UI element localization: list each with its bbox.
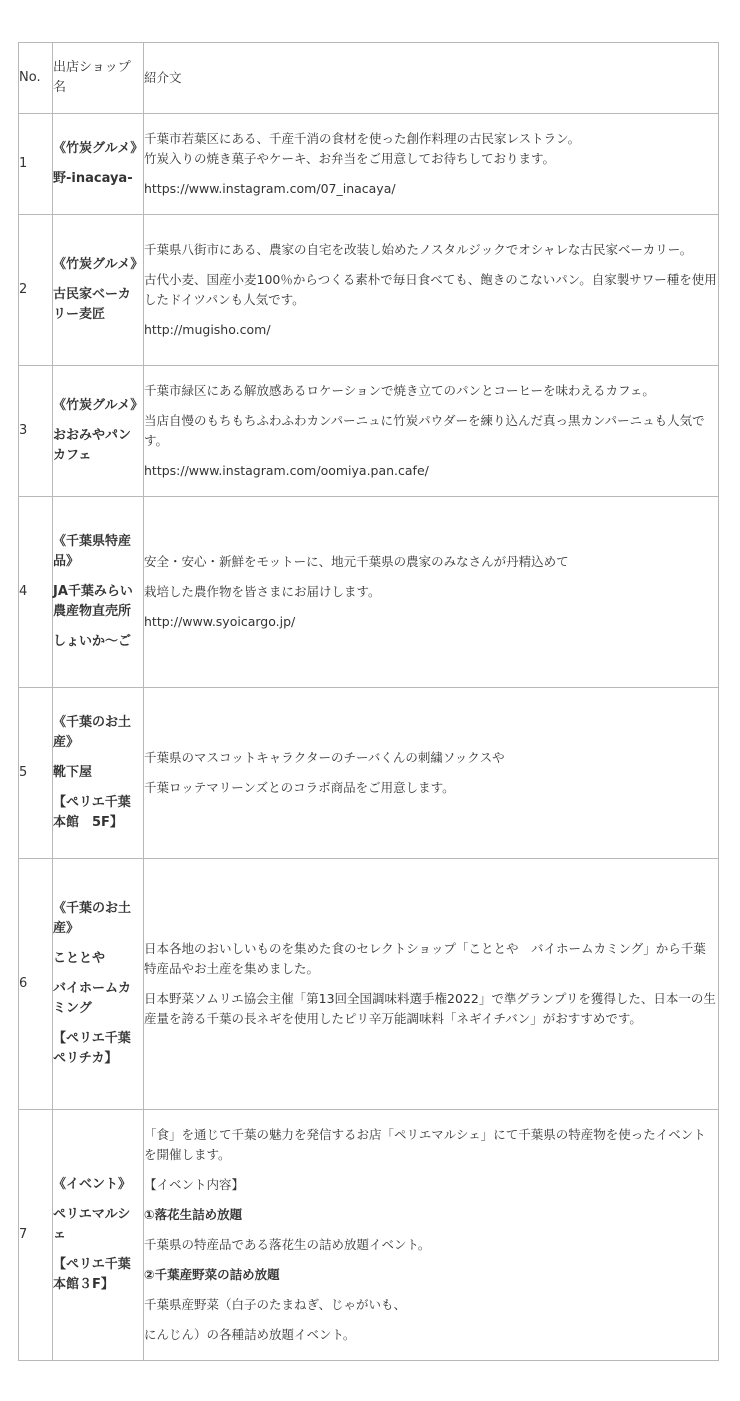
shop-table xyxy=(18,42,719,1361)
row-number: 7 xyxy=(19,1110,53,1361)
shop-category: 《イベント》 xyxy=(53,1177,132,1192)
intro-cell xyxy=(144,215,719,366)
row-number: 5 xyxy=(19,688,53,859)
shop-name-cell xyxy=(53,366,144,497)
header-no: No. xyxy=(19,43,53,114)
intro-text: 千葉県のマスコットキャラクターのチーバくんの刺繍ソックスや xyxy=(144,750,505,765)
shop-name: しょいか～ご xyxy=(53,634,132,649)
shop-location: 【ペリエ千葉 ペリチカ】 xyxy=(53,1031,144,1066)
header-shop-name: 出店ショップ名 xyxy=(53,43,144,114)
shop-name: JA千葉みらい農産物直売所 xyxy=(53,584,133,619)
intro-text: 日本各地のおいしいものを集めた食のセレクトショップ「こととや バイホームカミング」から千葉特産品やお土産を集めました。 xyxy=(144,941,706,976)
shop-name-cell xyxy=(53,215,144,366)
intro-text: 当店自慢のもちもちふわふわカンパーニュに竹炭パウダーを練り込んだ真っ黒カンパーニュも人気です。 xyxy=(144,413,705,448)
shop-url: https://www.instagram.com/07_inacaya/ xyxy=(144,181,396,196)
intro-cell xyxy=(144,497,719,688)
shop-url: http://www.syoicargo.jp/ xyxy=(144,614,296,629)
intro-text: 古代小麦、国産小麦100％からつくる素朴で毎日食べても、飽きのこないパン。自家製サワー種を使用したドイツパンも人気です。 xyxy=(144,272,717,307)
shop-name-cell xyxy=(53,688,144,859)
intro-cell xyxy=(144,688,719,859)
shop-name: バイホームカミング xyxy=(53,981,132,1016)
shop-name-cell xyxy=(53,497,144,688)
intro-text: 千葉県産野菜（白子のたまねぎ、じゃがいも、 xyxy=(144,1297,407,1312)
shop-category: 《竹炭グルメ》 xyxy=(53,398,144,413)
table-header-row xyxy=(19,43,719,114)
intro-text: 栽培した農作物を皆さまにお届けします。 xyxy=(144,584,381,599)
shop-category: 《千葉県特産品》 xyxy=(53,534,132,569)
shop-category: 《竹炭グルメ》 xyxy=(53,141,144,156)
intro-cell xyxy=(144,114,719,215)
row-number: 6 xyxy=(19,859,53,1110)
table-row xyxy=(19,114,719,215)
table-row xyxy=(19,497,719,688)
event-item-title: ①落花生詰め放題 xyxy=(144,1207,243,1222)
shop-name-cell xyxy=(53,1110,144,1361)
shop-name-cell xyxy=(53,114,144,215)
shop-category: 《千葉のお土産》 xyxy=(53,901,132,936)
intro-text: 千葉市若葉区にある、千産千消の食材を使った創作料理の古民家レストラン。 竹炭入りの焼き菓子やケーキ、お弁当をご用意してお待ちしております。 xyxy=(144,131,581,166)
shop-name: おおみやパンカフェ xyxy=(53,428,132,463)
shop-name: 古民家ベーカリー麦匠 xyxy=(53,287,131,322)
intro-cell xyxy=(144,366,719,497)
row-number: 4 xyxy=(19,497,53,688)
shop-name: こととや xyxy=(53,951,106,966)
table-row xyxy=(19,859,719,1110)
intro-text: 千葉市緑区にある解放感あるロケーションで焼き立てのパンとコーヒーを味わえるカフェ。 xyxy=(144,383,655,398)
intro-text: 「食」を通じて千葉の魅力を発信するお店「ペリエマルシェ」にて千葉県の特産物を使ったイベントを開催します。 xyxy=(144,1127,706,1162)
table-row xyxy=(19,688,719,859)
table-row xyxy=(19,366,719,497)
table-row xyxy=(19,1110,719,1361)
intro-text: 千葉県八街市にある、農家の自宅を改装し始めたノスタルジックでオシャレな古民家ベーカリー。 xyxy=(144,242,693,257)
intro-text: 【イベント内容】 xyxy=(144,1177,245,1192)
row-number: 2 xyxy=(19,215,53,366)
shop-name: 野-inacaya- xyxy=(53,171,133,186)
table-row xyxy=(19,215,719,366)
row-number: 3 xyxy=(19,366,53,497)
shop-category: 《竹炭グルメ》 xyxy=(53,257,144,272)
shop-name: ペリエマルシェ xyxy=(53,1207,131,1242)
shop-name-cell xyxy=(53,859,144,1110)
shop-location: 【ペリエ千葉本館 5F】 xyxy=(53,795,131,830)
shop-name: 靴下屋 xyxy=(53,765,93,780)
shop-url: http://mugisho.com/ xyxy=(144,322,271,337)
intro-text: にんじん）の各種詰め放題イベント。 xyxy=(144,1327,356,1342)
intro-text: 日本野菜ソムリエ協会主催「第13回全国調味料選手権2022」で準グランプリを獲得した、日本一の生産量を誇る千葉の長ネギを使用したピリ辛万能調味料「ネギイチバン」がおすすめです。 xyxy=(144,991,716,1026)
shop-location: 【ペリエ千葉 本館３F】 xyxy=(53,1257,144,1292)
intro-cell xyxy=(144,1110,719,1361)
shop-category: 《千葉のお土産》 xyxy=(53,715,132,750)
intro-cell xyxy=(144,859,719,1110)
header-intro: 紹介文 xyxy=(144,43,719,114)
shop-url: https://www.instagram.com/oomiya.pan.cafe/ xyxy=(144,463,429,478)
row-number: 1 xyxy=(19,114,53,215)
intro-text: 千葉ロッテマリーンズとのコラボ商品をご用意します。 xyxy=(144,780,455,795)
intro-text: 安全・安心・新鮮をモットーに、地元千葉県の農家のみなさんが丹精込めて xyxy=(144,554,569,569)
intro-text: 千葉県の特産品である落花生の詰め放題イベント。 xyxy=(144,1237,431,1252)
event-item-title: ②千葉産野菜の詰め放題 xyxy=(144,1267,280,1282)
